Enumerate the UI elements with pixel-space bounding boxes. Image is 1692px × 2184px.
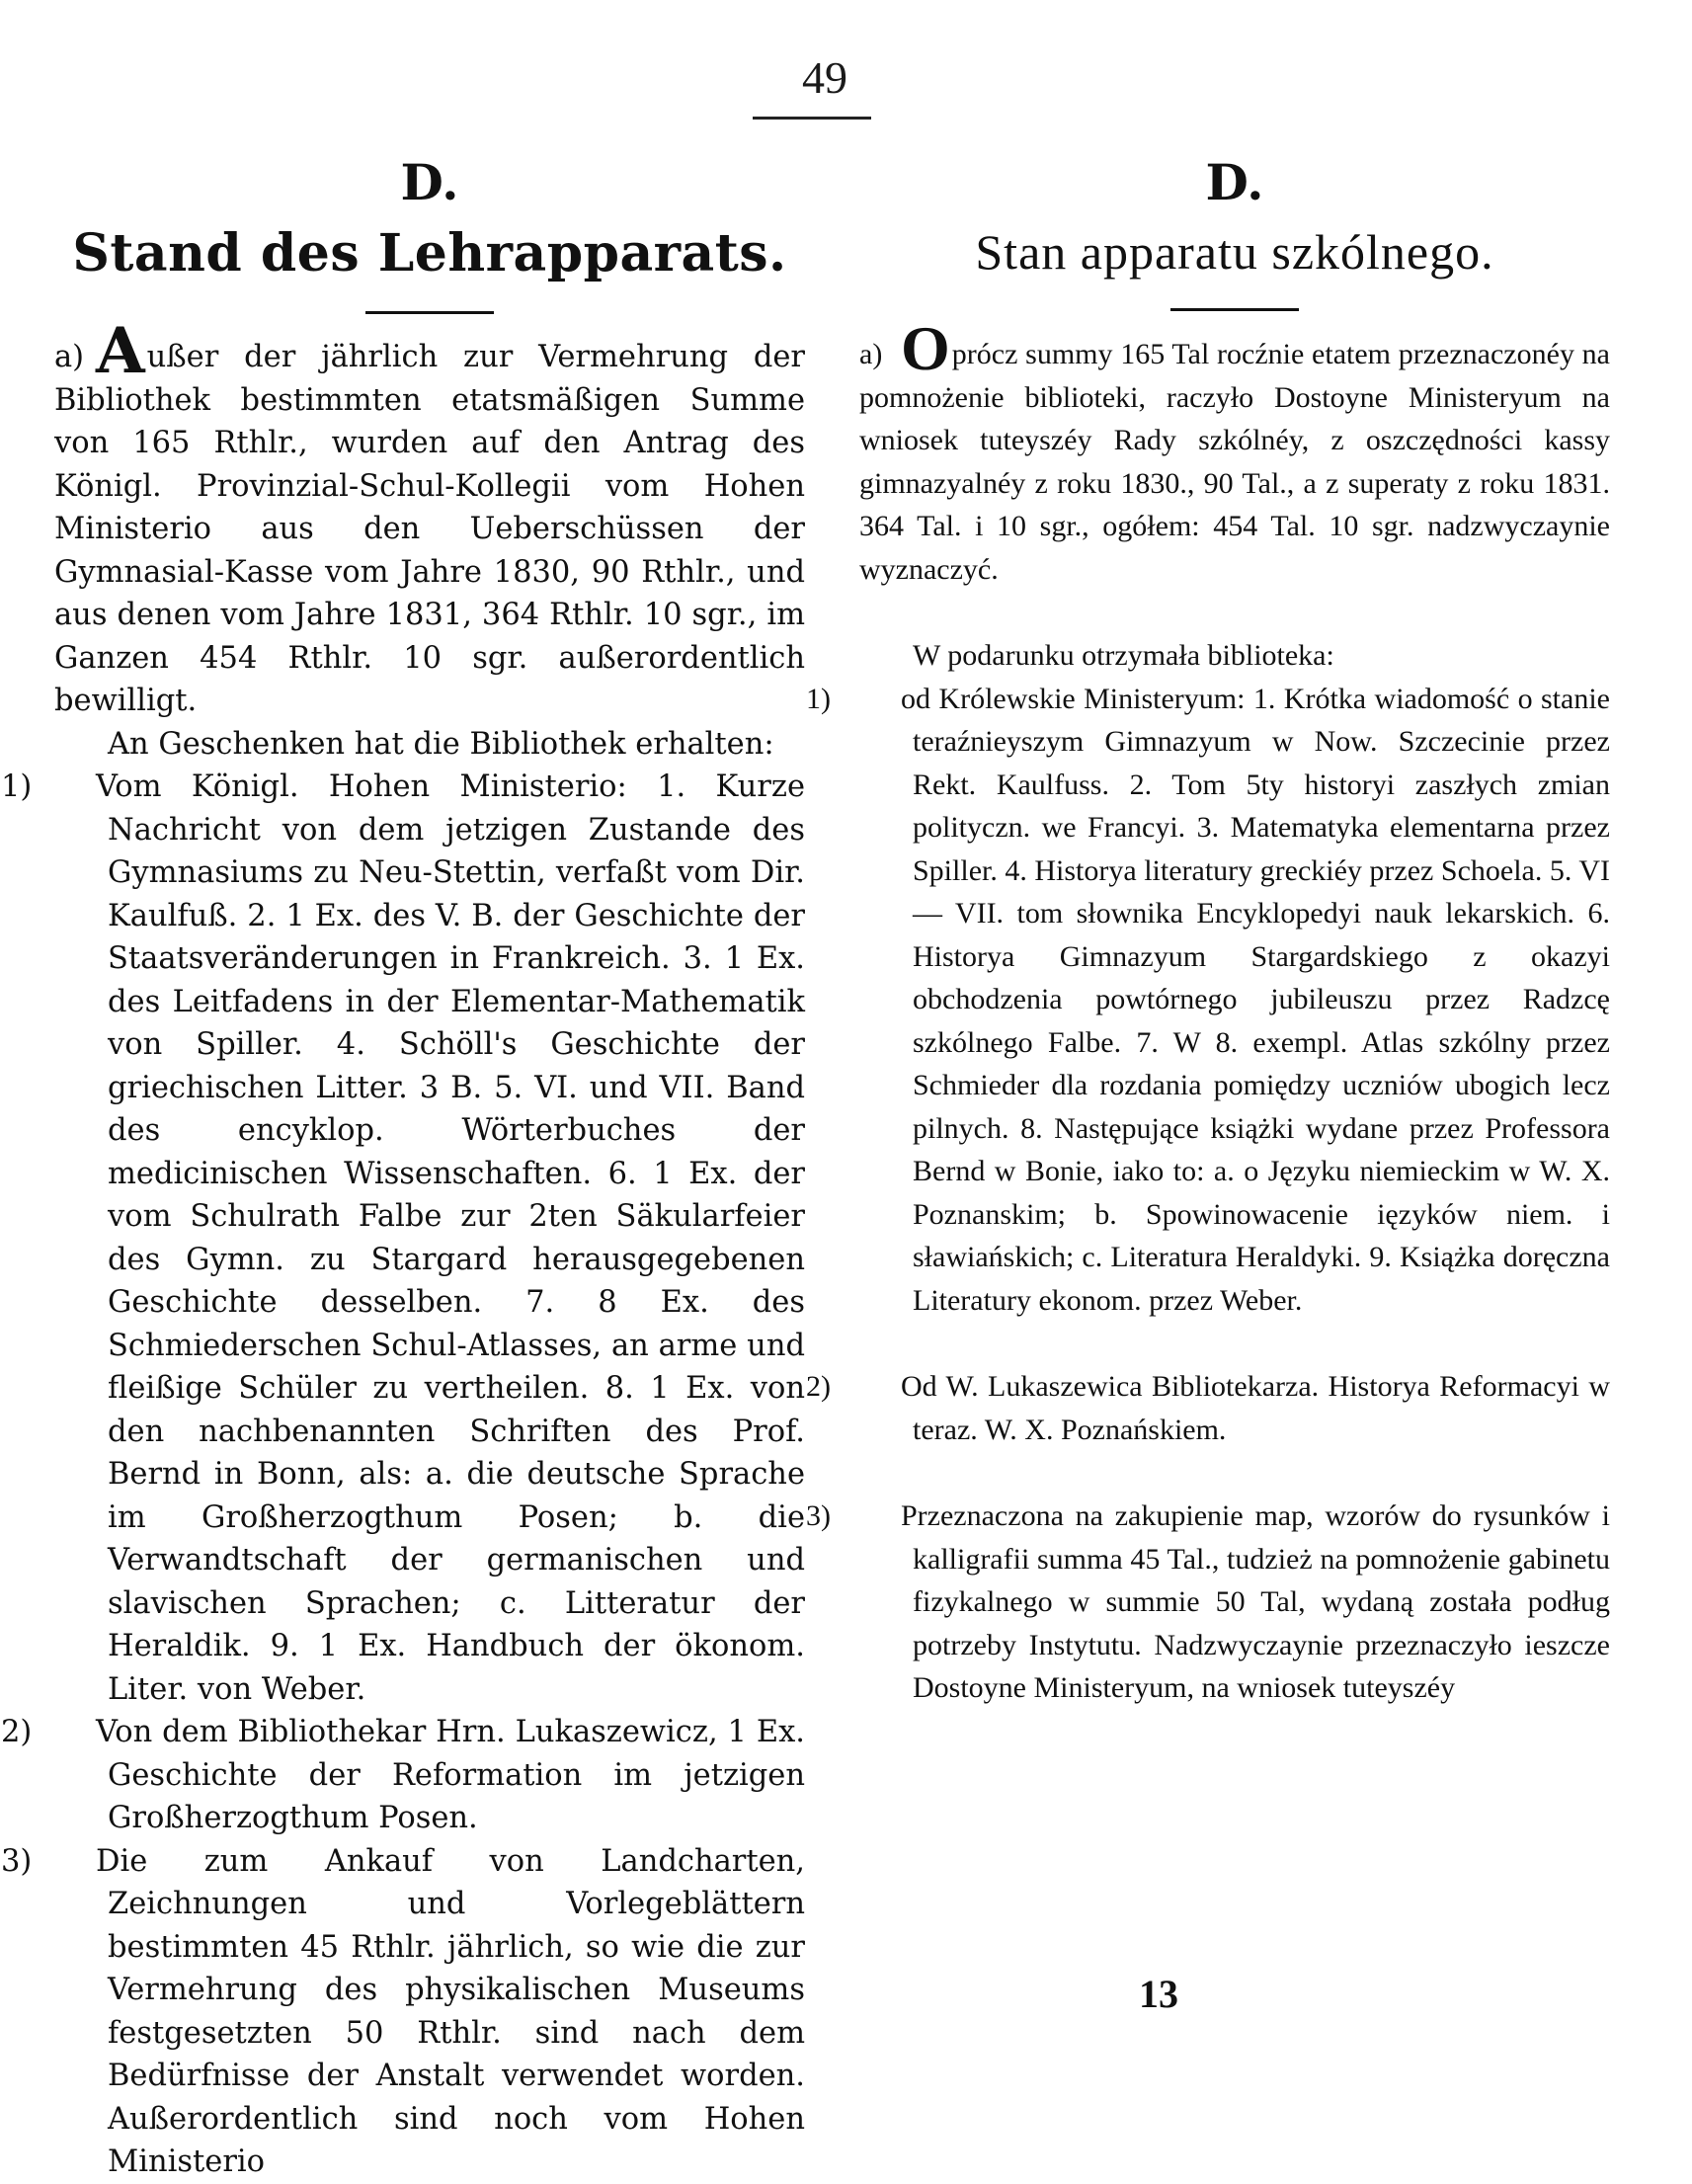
- list-item-2-de: [1, 1711, 805, 1840]
- gifts-intro-pl: W podarunku otrzymała biblioteka:: [913, 639, 1334, 672]
- paragraph-label: a): [859, 338, 883, 370]
- item-text: od Królewskie Ministeryum: 1. Krótka wiadomość o stanie teraźnieyszym Gimnazyum w Now. Szczecinie przez Rekt. Kaulfuss. 2. Tom 5ty historyi zaszłych zmian polityczn. we Francyi. 3. Matematyka elementarna przez Spiller. 4. Historya literatury greckiéy przez Schoela. 5. VI — VII. tom słownika Encyklopedyi nauk lekarskich. 6. Historya Gimnazyum Stargardskiego z okazyi obchodzenia powtórnego jubileuszu przez Radzcę szkólnego Falbe. 7. W 8. exempl. Atlas szkólny przez Schmieder dla rozdania pomiędzy uczniów ubogich lecz pilnych. 8. Następujące książki wydane przez Professora Bernd w Bonie, iako to: a. o Języku niemieckim w W. X. Poznanskim; b. Spowinowacenie ięzyków niem. i sławiańskich; c. Literatura Heraldyki. 9. Książka doręczna Literatury ekonom. przez Weber.: [901, 682, 1610, 1317]
- section-title-de: Stand des Lehrapparats.: [72, 223, 787, 283]
- item-label: 2): [806, 1370, 831, 1403]
- spacer: [859, 591, 1610, 634]
- section-letter-de: D.: [400, 153, 459, 211]
- section-title-pl: Stan apparatu szkólnego.: [975, 224, 1494, 280]
- item-label: 1): [1, 769, 33, 804]
- list-item-3-pl: [806, 1495, 1610, 1710]
- title-rule-de: [365, 311, 494, 314]
- list-item-1-pl: [806, 678, 1610, 1323]
- german-column: [1, 148, 805, 2184]
- section-letter-pl: D.: [1205, 153, 1264, 211]
- item-label: 2): [1, 1715, 33, 1749]
- polish-column: [806, 148, 1610, 1710]
- item-label: 3): [806, 1499, 831, 1532]
- paragraph-a-pl: [859, 313, 1610, 591]
- signature-mark: 13: [1139, 1972, 1178, 2016]
- item-text: Vom Königl. Hohen Ministerio: 1. Kurze Nachricht von dem jetzigen Zustande des Gymnasiums zu Neu-Stettin, verfaßt vom Dir. Kaulfuß. 2. 1 Ex. des V. B. der Geschichte der Staatsveränderungen in Frankreich. 3. 1 Ex. des Leitfadens in der Elementar-Mathematik von Spiller. 4. Schöll's Geschichte der griechischen Litter. 3 B. 5. VI. und VII. Band des encyklop. Wörterbuches der medicinischen Wissenschaften. 6. 1 Ex. der vom Schulrath Falbe zur 2ten Säkularfeier des Gymn. zu Stargard herausgegebenen Geschichte desselben. 7. 8 Ex. des Schmiederschen Schul-Atlasses, an arme und fleißige Schüler zu vertheilen. 8. 1 Ex. von den nachbenannten Schriften des Prof. Bernd in Bonn, als: a. die deutsche Sprache im Großherzogthum Posen; b. die Verwandtschaft der germanischen und slavischen Sprachen; c. Litteratur der Heraldik. 9. 1 Ex. Handbuch der ökonom. Liter. von Weber.: [96, 769, 805, 1707]
- item-label: 1): [806, 682, 831, 715]
- paragraph-a-de: [54, 314, 805, 723]
- spacer: [859, 1451, 1610, 1495]
- page-number-rule: [753, 117, 871, 120]
- title-rule-pl: [1170, 308, 1299, 311]
- item-text: Die zum Ankauf von Landcharten, Zeichnungen und Vorlegeblättern bestimmten 45 Rthlr. jährlich, so wie die zur Vermehrung des physikalischen Museums festgesetzten 50 Rthlr. sind nach dem Bedürfnisse der Anstalt verwendet worden. Außerordentlich sind noch vom Hohen Ministerio: [96, 1843, 805, 2179]
- paragraph-label: a): [54, 340, 85, 374]
- drop-cap: A: [96, 314, 145, 388]
- item-text: Von dem Bibliothekar Hrn. Lukaszewicz, 1 Ex. Geschichte der Reformation im jetzigen Großherzogthum Posen.: [96, 1715, 805, 1835]
- item-label: 3): [1, 1843, 33, 1879]
- spacer: [859, 1322, 1610, 1365]
- item-text: Od W. Lukaszewica Bibliotekarza. Historya Reformacyi w teraz. W. X. Poznańskiem.: [901, 1370, 1610, 1446]
- page-number: 49: [802, 52, 847, 103]
- list-item-1-de: [1, 766, 805, 1711]
- gifts-intro-de: An Geschenken hat die Bibliothek erhalten:: [108, 726, 774, 762]
- item-text: Przeznaczona na zakupienie map, wzorów do rysunków i kalligrafii summa 45 Tal., tudzież na pomnożenie gabinetu fizykalnego w summie 50 Tal, wydaną została podług potrzeby Instytutu. Nadzwyczaynie przeznaczyło ieszcze Dostoyne Ministeryum, na wniosek tuteyszéy: [901, 1499, 1610, 1704]
- paragraph-text: prócz summy 165 Tal rocźnie etatem przeznaczonéy na pomnożenie biblioteki, raczyło Dostoyne Ministeryum na wniosek tuteyszéy Rady szkólnéy, z oszczędności kassy gimnazyalnéy z roku 1830., 90 Tal., a z superaty z roku 1831. 364 Tal. i 10 sgr., ogółem: 454 Tal. 10 sgr. nadzwyczaynie wyznaczyć.: [859, 338, 1610, 586]
- drop-cap: O: [901, 313, 950, 383]
- paragraph-text: ußer der jährlich zur Vermehrung der Bibliothek bestimmten etatsmäßigen Summe von 165 Rthlr., wurden auf den Antrag des Königl. Provinzial-Schul-Kollegii vom Hohen Ministerio aus den Ueberschüssen der Gymnasial-Kasse vom Jahre 1830, 90 Rthlr., und aus denen vom Jahre 1831, 364 Rthlr. 10 sgr., im Ganzen 454 Rthlr. 10 sgr. außerordentlich bewilligt.: [54, 340, 805, 718]
- list-item-2-pl: [806, 1365, 1610, 1451]
- list-item-3-de: [1, 1840, 805, 2184]
